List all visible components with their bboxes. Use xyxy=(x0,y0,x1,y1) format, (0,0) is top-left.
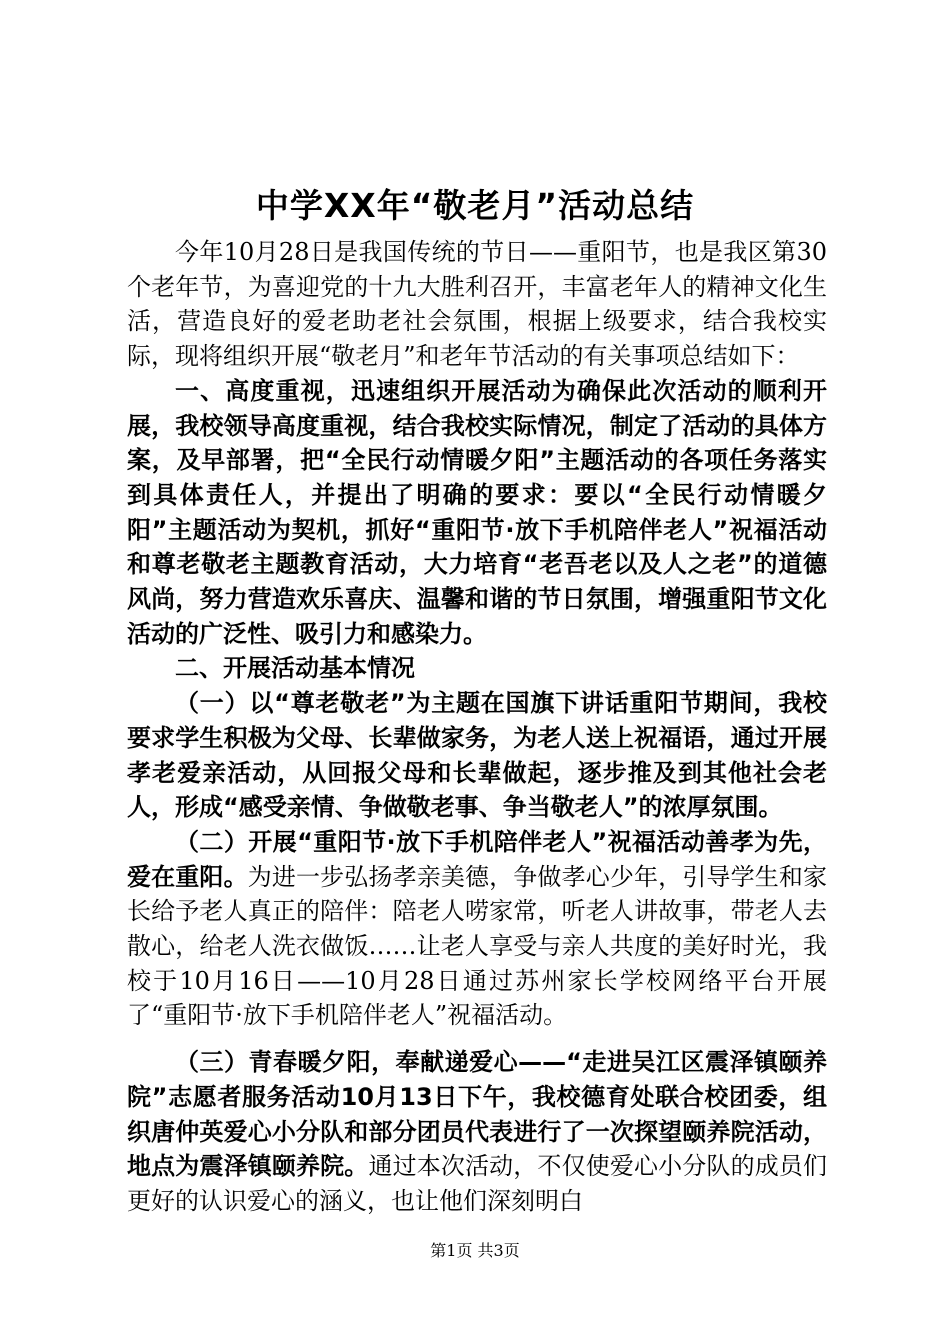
intro-paragraph xyxy=(127,235,827,374)
section-one-paragraph xyxy=(127,374,827,652)
section-two-heading xyxy=(127,651,827,686)
paragraph-spacer xyxy=(127,1033,827,1045)
subsection-two-body: 为进一步弘扬孝亲美德，争做孝心少年，引导学生和家长给予老人真正的陪伴：陪老人唠家常，听老人讲故事，带老人去散心，给老人洗衣做饭……让老人享受与亲人共度的美好时光，我校于10月16日——10月28日通过苏州家长学校网络平台开展了“重阳节·放下手机陪伴老人”祝福活动。 xyxy=(127,862,828,1030)
page-footer: 第1页 共3页 xyxy=(430,1241,520,1260)
document-title: 中学XX年“敬老月”活动总结 xyxy=(255,186,695,225)
subsection-two-lead: （二）开展“重阳节·放下手机陪伴老人”祝福活动善孝为先，爱在重阳。 xyxy=(127,827,827,891)
subsection-two-paragraph xyxy=(127,825,827,1033)
subsection-one-text: （一）以“尊老敬老”为主题在国旗下讲话重阳节期间，我校要求学生积极为父母、长辈做家务，为老人送上祝福语，通过开展孝老爱亲活动，从回报父母和长辈做起，逐步推及到其他社会老人，形成“感受亲情、争做敬老事、争当敬老人”的浓厚氛围。 xyxy=(127,689,827,822)
subsection-one-paragraph xyxy=(127,686,827,825)
subsection-three-lead: （三）青春暖夕阳，奉献递爱心——“走进吴江区震泽镇颐养院”志愿者服务活动10月13日下午，我校德育处联合校团委，组织唐仲英爱心小分队和部分团员代表进行了一次探望颐养院活动，地点为震泽镇颐养院。 xyxy=(127,1048,827,1181)
intro-text: 今年10月28日是我国传统的节日——重阳节，也是我区第30个老年节，为喜迎党的十九大胜利召开，丰富老年人的精神文化生活，营造良好的爱老助老社会氛围，根据上级要求，结合我校实际，现将组织开展“敬老月”和老年节活动的有关事项总结如下： xyxy=(127,238,827,371)
subsection-three-paragraph xyxy=(127,1045,827,1219)
section-one-text: 一、高度重视，迅速组织开展活动为确保此次活动的顺利开展，我校领导高度重视，结合我校实际情况，制定了活动的具体方案，及早部署，把“全民行动情暖夕阳”主题活动的各项任务落实到具体责任人，并提出了明确的要求：要以“全民行动情暖夕阳”主题活动为契机，抓好“重阳节·放下手机陪伴老人”祝福活动和尊老敬老主题教育活动，大力培育“老吾老以及人之老”的道德风尚，努力营造欢乐喜庆、温馨和谐的节日氛围，增强重阳节文化活动的广泛性、吸引力和感染力。 xyxy=(127,376,827,648)
section-two-heading-text: 二、开展活动基本情况 xyxy=(175,654,415,683)
document-body xyxy=(127,235,827,1219)
subsection-three-body: 通过本次活动，不仅使爱心小分队的成员们更好的认识爱心的涵义，也让他们深刻明白 xyxy=(127,1152,828,1215)
